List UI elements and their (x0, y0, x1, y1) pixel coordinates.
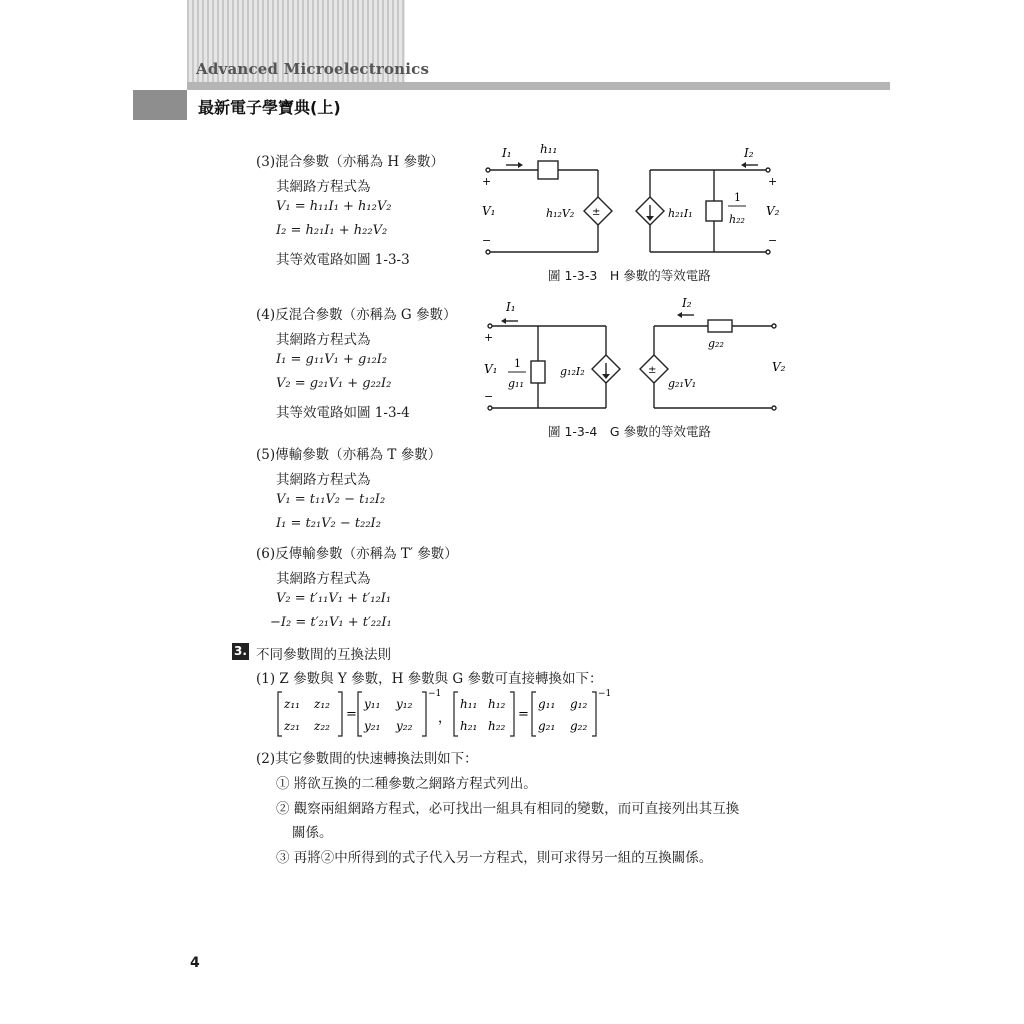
conversion-step2b: 關係。 (292, 825, 333, 841)
conversion-step2a: ② 觀察兩組網路方程式，必可找出一組具有相同的變數，而可直接列出其互換 (276, 801, 740, 817)
h-fig-one: 1 (734, 191, 741, 204)
t-params-eq1: V₁ = t₁₁V₂ − t₁₂I₂ (276, 492, 386, 507)
conversion-step3: ③ 再將②中所得到的式子代入另一方程式，則可求得另一組的互換關係。 (276, 850, 713, 866)
g-fig-I2: I₂ (682, 296, 692, 310)
matrix-g12: g₁₂ (570, 697, 588, 711)
h-fig-I2: I₂ (744, 146, 754, 160)
h-fig-V1: V₁ (482, 204, 496, 218)
matrix-h21: h₂₁ (460, 719, 478, 733)
matrix-inverse-2: −1 (598, 689, 612, 699)
h-fig-plus-right: + (768, 175, 778, 188)
matrix-inverse-1: −1 (428, 689, 442, 699)
g-fig-V2: V₂ (772, 360, 786, 374)
matrix-y22: y₂₂ (396, 719, 413, 733)
h-fig-minus-left: − (482, 234, 492, 247)
g-params-eq2: V₂ = g₂₁V₁ + g₂₂I₂ (276, 376, 392, 391)
matrix-h22: h₂₂ (488, 719, 506, 733)
h-fig-h22: h₂₂ (729, 213, 745, 226)
matrix-z21: z₂₁ (284, 719, 300, 733)
book-title: 最新電子學寶典(上) (198, 98, 341, 117)
conversion-title: 不同參數間的互換法則 (256, 647, 391, 663)
conversion-step1: ① 將欲互換的二種參數之網路方程式列出。 (276, 776, 537, 792)
t-params-intro: 其網路方程式為 (276, 472, 371, 488)
matrix-g11: g₁₁ (538, 697, 556, 711)
header-rule (187, 82, 890, 90)
matrix-y21: y₂₁ (364, 719, 381, 733)
matrix-g21: g₂₁ (538, 719, 556, 733)
h-params-eq2: I₂ = h₂₁I₁ + h₂₂V₂ (276, 223, 388, 238)
tp-params-intro: 其網路方程式為 (276, 571, 371, 587)
g-fig-g22: g₂₂ (708, 337, 724, 350)
matrix-y11: y₁₁ (364, 697, 381, 711)
h-fig-h12V2: h₁₂V₂ (546, 207, 575, 220)
h-fig-I1: I₁ (502, 146, 512, 160)
matrix-z12: z₁₂ (314, 697, 330, 711)
g-fig-minus-left: − (484, 390, 494, 403)
section-number-badge: 3. (232, 643, 249, 660)
matrix-comma: ， (438, 711, 452, 726)
tp-params-eq1: V₂ = t′₁₁V₁ + t′₁₂I₁ (276, 591, 392, 606)
book-series: Advanced Microelectronics (196, 60, 430, 78)
h-fig-h11: h₁₁ (540, 142, 558, 156)
g-fig-caption: 圖 1-3-4 G 參數的等效電路 (548, 424, 712, 439)
g-fig-I1: I₁ (506, 300, 516, 314)
g-param-circuit (478, 295, 788, 420)
matrix-h12: h₁₂ (488, 697, 506, 711)
h-fig-h21I1: h₂₁I₁ (668, 207, 693, 220)
g-fig-pm: ± (648, 365, 657, 376)
g-fig-plus-left: + (484, 331, 494, 344)
g-fig-V1: V₁ (484, 362, 498, 376)
matrix-equals-2: = (518, 707, 529, 722)
g-params-note: 其等效電路如圖 1-3-4 (276, 405, 410, 421)
g-fig-g11: g₁₁ (508, 377, 524, 390)
g-params-intro: 其網路方程式為 (276, 332, 371, 348)
matrix-g22: g₂₂ (570, 719, 588, 733)
g-params-eq1: I₁ = g₁₁V₁ + g₁₂I₂ (276, 352, 388, 367)
h-params-eq1: V₁ = h₁₁I₁ + h₁₂V₂ (276, 199, 392, 214)
t-params-eq2: I₁ = t₂₁V₂ − t₂₂I₂ (276, 516, 381, 531)
conversion-item1: (1) Z 參數與 Y 參數，H 參數與 G 參數可直接轉換如下： (256, 671, 603, 687)
matrix-equals-1: = (346, 707, 357, 722)
g-fig-g12I2: g₁₂I₂ (560, 365, 585, 378)
g-params-title: (4)反混合參數（亦稱為 G 參數） (256, 307, 457, 323)
tp-params-eq2: −I₂ = t′₂₁V₁ + t′₂₂I₁ (270, 615, 392, 630)
matrix-y12: y₁₂ (396, 697, 413, 711)
header-tab (133, 90, 187, 120)
matrix-z22: z₂₂ (314, 719, 330, 733)
h-fig-caption: 圖 1-3-3 H 參數的等效電路 (548, 268, 711, 283)
conversion-item2: (2)其它參數間的快速轉換法則如下： (256, 751, 478, 767)
matrix-h11: h₁₁ (460, 697, 478, 711)
h-fig-plus-left: + (482, 175, 492, 188)
t-params-title: (5)傳輸參數（亦稱為 T 參數） (256, 447, 442, 463)
g-fig-g21V1: g₂₁V₁ (668, 377, 697, 390)
h-fig-pm: ± (592, 207, 601, 218)
h-fig-V2: V₂ (766, 204, 780, 218)
tp-params-title: (6)反傳輸參數（亦稱為 T′ 參數） (256, 546, 458, 562)
h-param-circuit (478, 135, 788, 270)
h-params-title: (3)混合參數（亦稱為 H 參數） (256, 154, 444, 170)
h-params-intro: 其網路方程式為 (276, 179, 371, 195)
g-fig-one: 1 (514, 357, 521, 370)
page-number: 4 (190, 955, 200, 971)
h-fig-minus-right: − (768, 234, 778, 247)
h-params-note: 其等效電路如圖 1-3-3 (276, 252, 410, 268)
conversion-matrices (274, 688, 624, 740)
matrix-z11: z₁₁ (284, 697, 300, 711)
